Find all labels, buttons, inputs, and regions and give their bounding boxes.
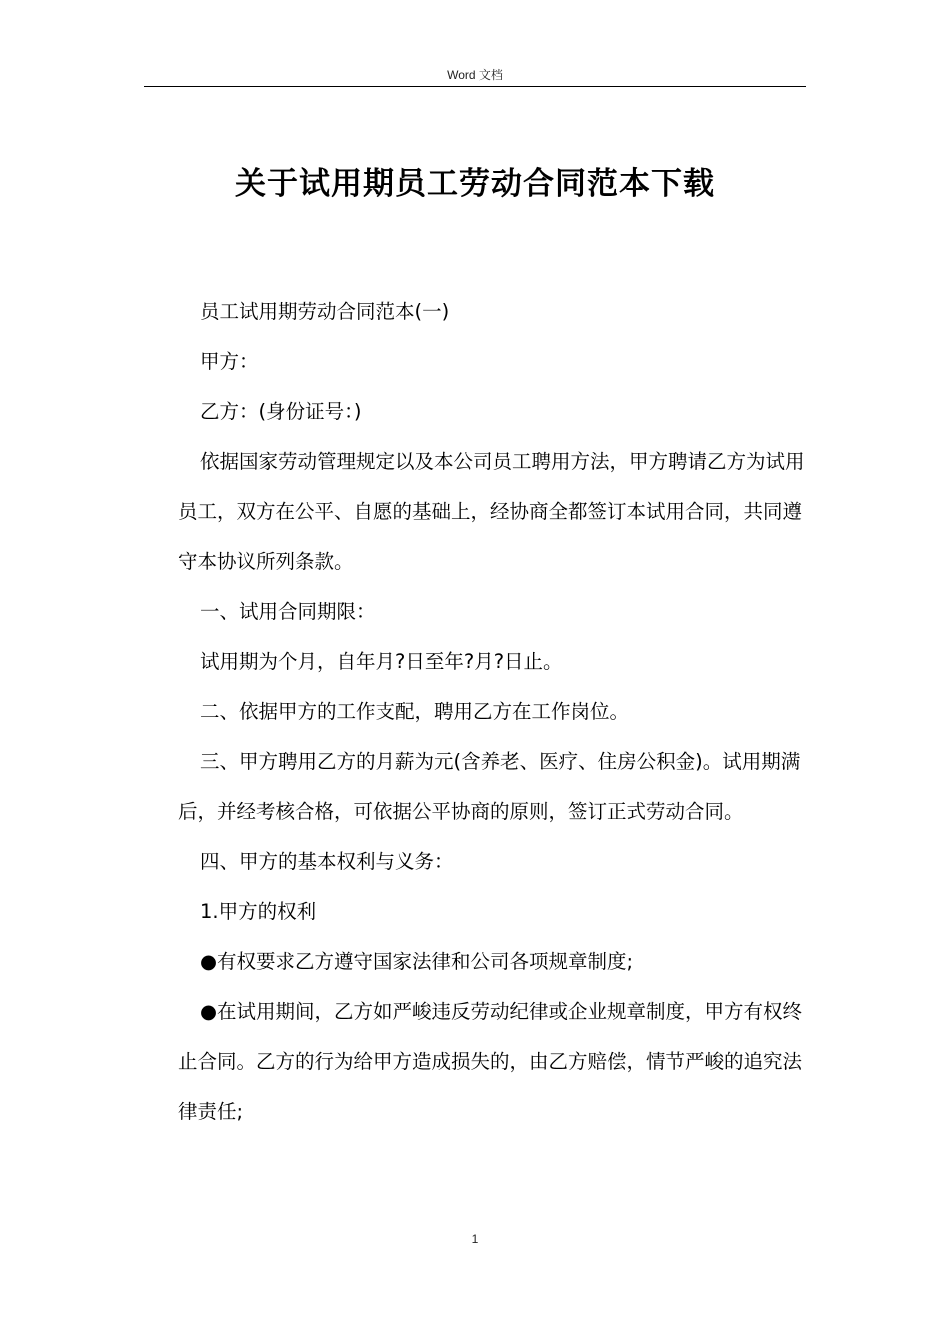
page-header-label: Word 文档 [447, 68, 503, 82]
document-title: 关于试用期员工劳动合同范本下载 [235, 166, 715, 202]
document-body [178, 287, 808, 1137]
paragraph: 乙方：(身份证号：) [200, 400, 362, 423]
paragraph: 甲方： [200, 350, 259, 373]
paragraph: 1.甲方的权利 [200, 900, 317, 923]
header-rule [144, 86, 806, 87]
paragraph: 试用期为个月，自年月?日至年?月?日止。 [200, 650, 563, 673]
page-number: 1 [471, 1232, 479, 1246]
paragraph: 依据国家劳动管理规定以及本公司员工聘用方法，甲方聘请乙方为试用员工，双方在公平、自愿的基础上，经协商全都签订本试用合同，共同遵守本协议所列条款。 [178, 450, 805, 573]
paragraph: 一、试用合同期限： [200, 600, 376, 623]
paragraph: ●有权要求乙方遵守国家法律和公司各项规章制度; [200, 950, 634, 973]
paragraph: 三、甲方聘用乙方的月薪为元(含养老、医疗、住房公积金)。试用期满后，并经考核合格，可依据公平协商的原则，签订正式劳动合同。 [178, 750, 801, 823]
paragraph: ●在试用期间，乙方如严峻违反劳动纪律或企业规章制度，甲方有权终止合同。乙方的行为给甲方造成损失的，由乙方赔偿，情节严峻的追究法律责任; [178, 1000, 803, 1123]
paragraph: 四、甲方的基本权利与义务： [200, 850, 454, 873]
paragraph: 员工试用期劳动合同范本(一) [200, 300, 450, 323]
paragraph: 二、依据甲方的工作支配，聘用乙方在工作岗位。 [200, 700, 630, 723]
